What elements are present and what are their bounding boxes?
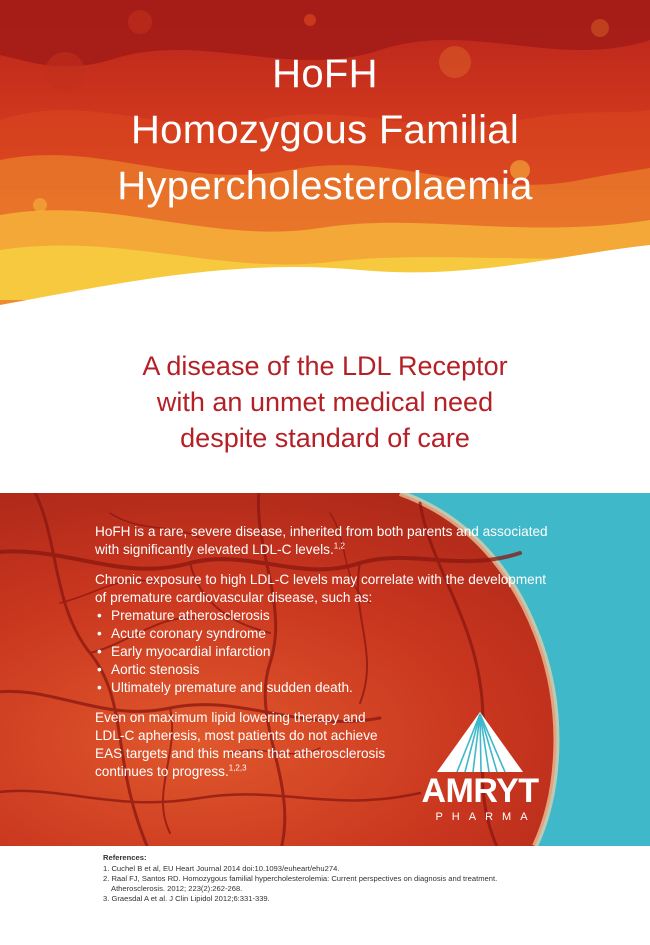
title-line: HoFH [272,52,378,96]
reference-item: 1. Cuchel B et al, EU Heart Journal 2014 doi:10.1093/euheart/ehu274. [103,864,340,873]
citation: 1,2 [333,541,345,551]
list-item: • Aortic stenosis [95,661,555,679]
title-line: Hypercholesterolaemia [117,164,533,208]
triangle-rays-icon [415,710,545,774]
tagline-line: despite standard of care [180,423,470,453]
list-item: • Premature atherosclerosis [95,607,555,625]
reference-item: Atherosclerosis. 2012; 223(2):262-268. [111,884,243,893]
list-item: • Early myocardial infarction [95,643,555,661]
reference-item: 2. Raal FJ, Santos RD. Homozygous familial hypercholesterolemia: Current perspectives on diagnosis and treatment. [103,874,498,883]
tagline-line: with an unmet medical need [156,387,494,417]
logo-wordmark: AMRYT [421,772,539,810]
logo-subtitle: PHARMA [435,811,537,823]
title-line: Homozygous Familial [130,108,520,152]
references [103,853,623,904]
amryt-logo [415,710,545,830]
paragraph-text: HoFH is a rare, severe disease, inherited from both parents and associated with significantly elevated LDL-C levels. [95,524,548,557]
paragraph-intro [95,523,555,559]
tagline [0,348,650,456]
references-title: References: [103,853,147,862]
paragraph-exposure: Chronic exposure to high LDL-C levels may correlate with the development of premature cardiovascular disease, such as: [95,572,547,605]
page-title [0,46,650,214]
list-item: • Ultimately premature and sudden death. [95,679,555,697]
list-item: • Acute coronary syndrome [95,625,555,643]
citation: 1,2,3 [228,763,247,773]
paragraph-text: Even on maximum lipid lowering therapy and LDL-C apheresis, most patients do not achieve EAS targets and this means that atherosclerosis continues to progress. [95,710,386,779]
hero-banner [0,0,650,340]
info-panel [0,493,650,846]
paragraph-therapy [95,709,395,781]
disease-list [95,607,555,697]
reference-item: 3. Graesdal A et al. J Clin Lipidol 2012;6:331-339. [103,894,270,903]
tagline-line: A disease of the LDL Receptor [142,351,508,381]
